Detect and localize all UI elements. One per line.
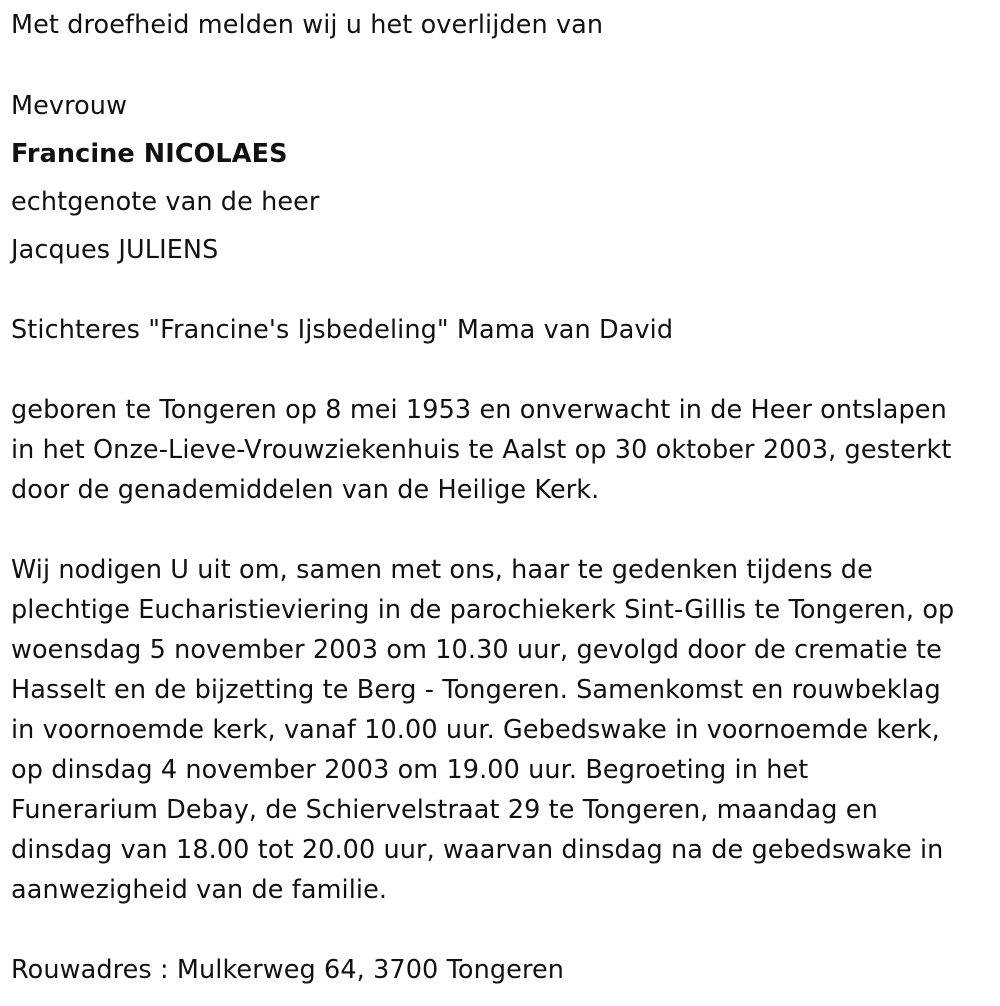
invitation-line: woensdag 5 november 2003 om 10.30 uur, gevolgd door de crematie te <box>11 635 942 665</box>
title-text: Mevrouw <box>11 91 128 121</box>
invitation-line: dinsdag van 18.00 tot 20.00 uur, waarvan dinsdag na de gebedswake in <box>11 835 944 865</box>
invitation-line: aanwezigheid van de familie. <box>11 875 388 905</box>
invitation-line: Funerarium Debay, de Schiervelstraat 29 te Tongeren, maandag en <box>11 795 878 825</box>
birth-line: in het Onze-Lieve-Vrouwziekenhuis te Aalst op 30 oktober 2003, gesterkt <box>11 435 952 465</box>
birth-line: geboren te Tongeren op 8 mei 1953 en onverwacht in de Heer ontslapen <box>11 395 947 425</box>
invitation-line: Hasselt en de bijzetting te Berg - Tongeren. Samenkomst en rouwbeklag <box>11 675 941 705</box>
invitation-paragraph <box>11 550 996 910</box>
birth-line: door de genademiddelen van de Heilige Kerk. <box>11 475 600 505</box>
deceased-name: Francine NICOLAES <box>11 139 288 169</box>
invitation-line: plechtige Eucharistieviering in de parochiekerk Sint-Gillis te Tongeren, op <box>11 595 955 625</box>
intro-text: Met droefheid melden wij u het overlijden van <box>11 10 604 40</box>
invitation-line: op dinsdag 4 november 2003 om 19.00 uur. Begroeting in het <box>11 755 809 785</box>
spouse-name: Jacques JULIENS <box>11 235 219 265</box>
mourning-address: Rouwadres : Mulkerweg 64, 3700 Tongeren <box>11 955 565 985</box>
birth-paragraph <box>11 390 996 510</box>
invitation-line: Wij nodigen U uit om, samen met ons, haar te gedenken tijdens de <box>11 555 873 585</box>
invitation-line: in voornoemde kerk, vanaf 10.00 uur. Gebedswake in voornoemde kerk, <box>11 715 940 745</box>
founder-text: Stichteres "Francine's Ijsbedeling" Mama van David <box>11 315 674 345</box>
relation-text: echtgenote van de heer <box>11 187 320 217</box>
